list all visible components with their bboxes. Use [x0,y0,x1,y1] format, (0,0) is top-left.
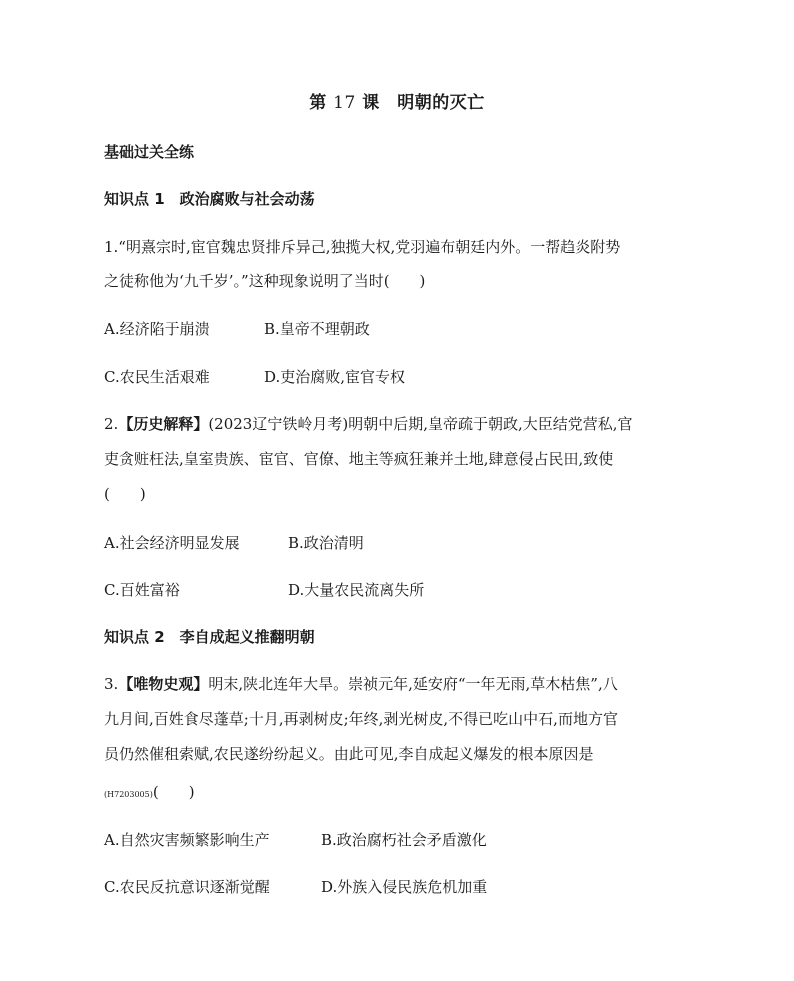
knowledge-point-1: 知识点 1 政治腐败与社会动荡 [104,190,315,208]
q1-option-c: C.农民生活艰难 [104,368,210,386]
q3-option-b: B.政治腐朽社会矛盾激化 [321,831,487,849]
q2-line-2: 吏贪赃枉法,皇室贵族、宦官、官僚、地主等疯狂兼并土地,肆意侵占民田,致使 [104,450,614,468]
q3-line-3: 员仍然催租索赋,农民遂纷纷起义。由此可见,李自成起义爆发的根本原因是 [104,745,594,763]
q1-option-a: A.经济陷于崩溃 [104,320,210,338]
q2-tag: 【历史解释】 [118,415,209,433]
q3-line-1-text: 明末,陕北连年大旱。崇祯元年,延安府“一年无雨,草木枯焦”,八 [208,675,618,693]
q3-option-d: D.外族入侵民族危机加重 [321,878,488,896]
q3-tag: 【唯物史观】 [118,675,209,693]
q2-option-a: A.社会经济明显发展 [104,534,240,552]
q1-line-1: 1.“明熹宗时,宦官魏忠贤排斥异己,独揽大权,党羽遍布朝廷内外。一帮趋炎附势 [104,238,621,256]
q1-line-2: 之徒称他为‘九千岁’。”这种现象说明了当时( ) [104,272,426,290]
q3-answer-paren: ( ) [152,783,195,801]
q1-option-b: B.皇帝不理朝政 [264,320,370,338]
q2-line-3: ( ) [104,485,146,503]
q3-line-2: 九月间,百姓食尽蓬草;十月,再剥树皮;年终,剥光树皮,不得已吃山中石,而地方官 [104,710,618,728]
q3-line-1 [104,673,618,694]
title-prefix: 第 [309,93,327,113]
q1-option-d: D.吏治腐败,宦官专权 [264,368,406,386]
title-rest: 课 明朝的灭亡 [362,93,485,113]
q3-option-a: A.自然灾害频繁影响生产 [104,831,270,849]
section-heading: 基础过关全练 [104,143,195,161]
q2-line-1-text: (2023辽宁铁岭月考)明朝中后期,皇帝疏于朝政,大臣结党营私,官 [208,415,633,433]
q2-line-1 [104,413,633,434]
q2-option-d: D.大量农民流离失所 [288,581,425,599]
q3-code: (H7203005) [104,790,153,799]
q2-number: 2. [104,415,119,433]
knowledge-point-2: 知识点 2 李自成起义推翻明朝 [104,628,315,646]
lesson-title [0,88,794,113]
q3-number: 3. [104,675,119,693]
q3-option-c: C.农民反抗意识逐渐觉醒 [104,878,270,896]
title-number: 17 [333,93,356,113]
q2-option-b: B.政治清明 [288,534,364,552]
q2-option-c: C.百姓富裕 [104,581,180,599]
q3-line-4 [104,781,195,802]
